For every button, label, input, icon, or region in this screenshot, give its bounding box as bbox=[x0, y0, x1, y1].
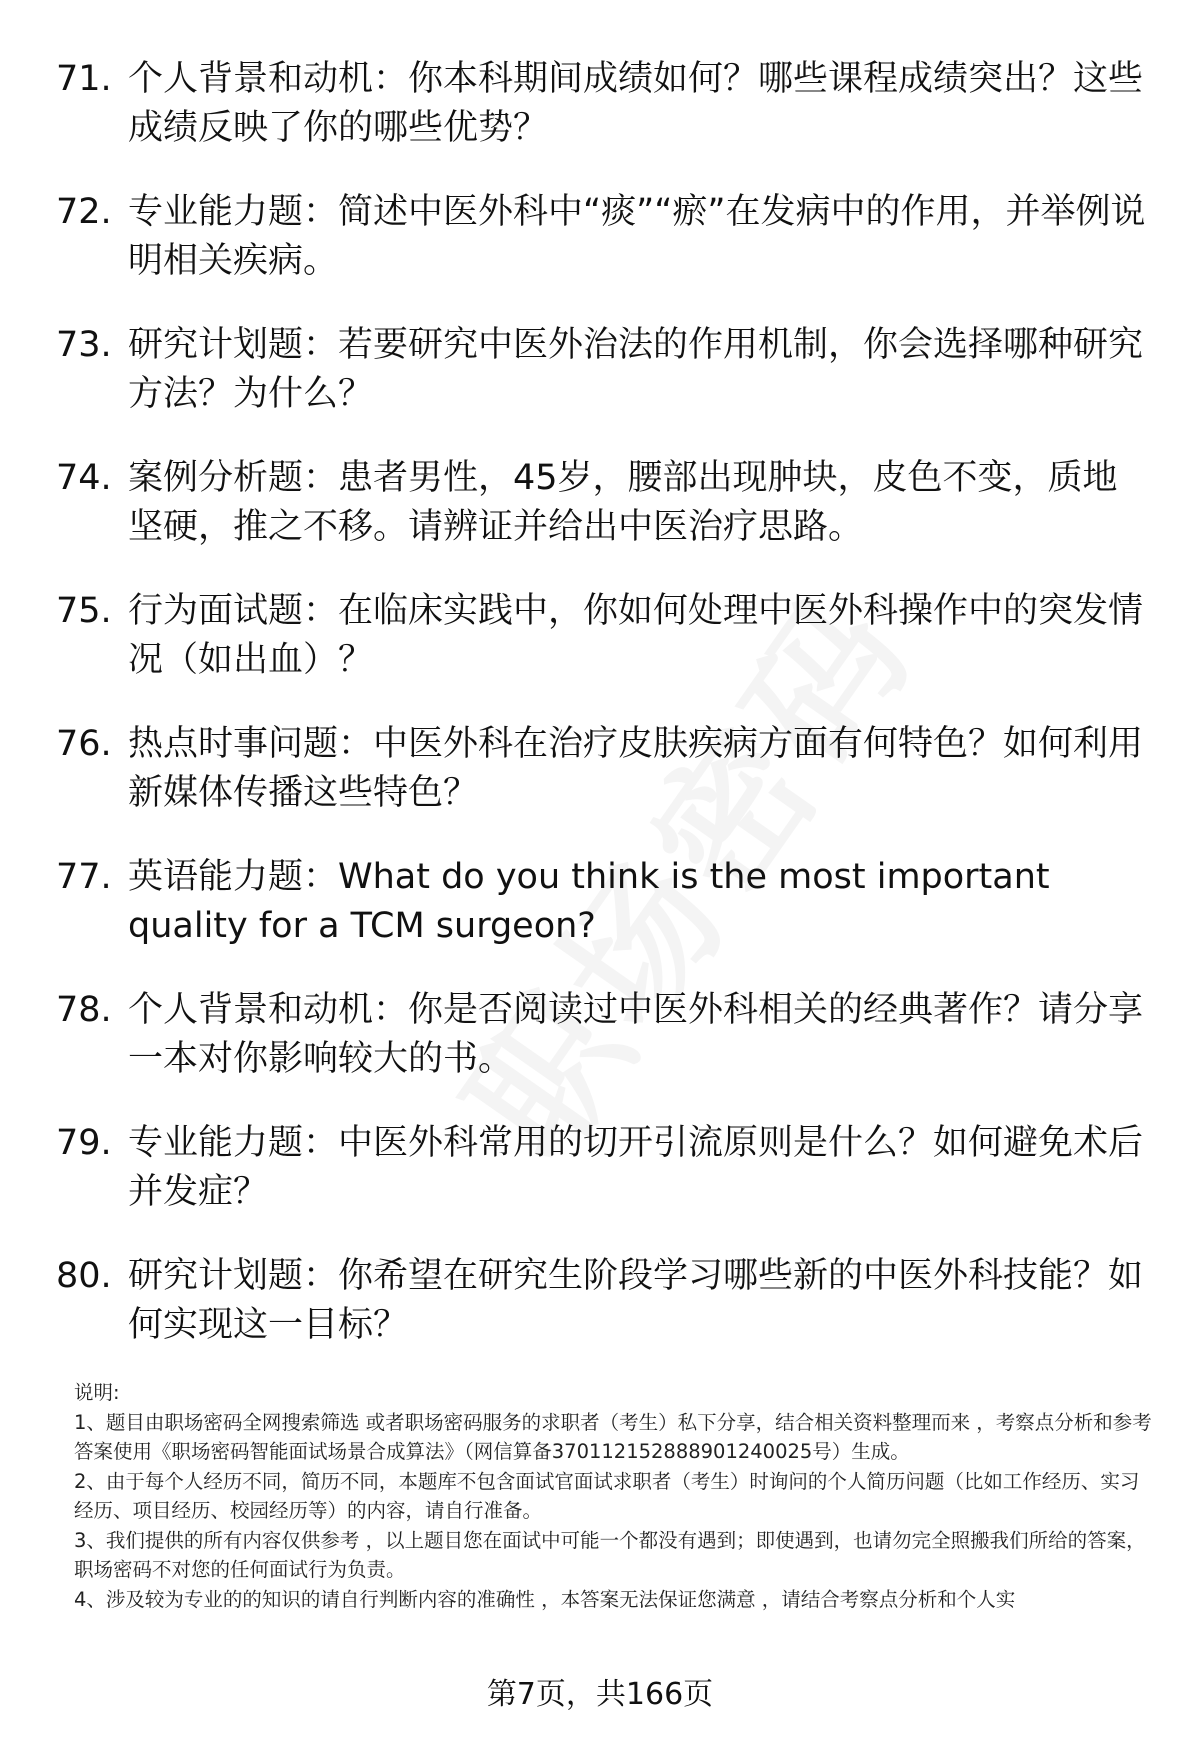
note-item: 2、由于每个人经历不同，简历不同，本题库不包含面试官面试求职者（考生）时询问的个人简历问题（比如工作经历、实习经历、项目经历、校园经历等）的内容，请自行准备。 bbox=[74, 1469, 1140, 1522]
question-item bbox=[56, 587, 1146, 685]
question-number: 74. bbox=[56, 458, 112, 498]
question-text: 个人背景和动机：你是否阅读过中医外科相关的经典著作？请分享一本对你影响较大的书。 bbox=[128, 990, 1144, 1079]
question-number: 77. bbox=[56, 857, 112, 897]
question-item bbox=[56, 1119, 1146, 1217]
note-item: 1、题目由职场密码全网搜索筛选 或者职场密码服务的求职者（考生）私下分享，结合相关资料整理而来 ，考察点分析和参考答案使用《职场密码智能面试场景合成算法》（网信算备370112152888901240025号）生成。 bbox=[74, 1410, 1152, 1463]
note-item: 3、我们提供的所有内容仅供参考 ，以上题目您在面试中可能一个都没有遇到；即使遇到，也请勿完全照搬我们所给的答案，职场密码不对您的任何面试行为负责。 bbox=[74, 1528, 1146, 1581]
question-list bbox=[56, 55, 1146, 1385]
question-item bbox=[56, 55, 1146, 153]
question-text: 案例分析题：患者男性，45岁，腰部出现肿块，皮色不变，质地坚硬，推之不移。请辨证并给出中医治疗思路。 bbox=[128, 458, 1118, 547]
question-item bbox=[56, 188, 1146, 286]
question-text: 行为面试题：在临床实践中，你如何处理中医外科操作中的突发情况（如出血）？ bbox=[128, 591, 1144, 680]
question-item bbox=[56, 454, 1146, 552]
notes-section bbox=[74, 1378, 1154, 1614]
question-number: 76. bbox=[56, 724, 112, 764]
question-text: 个人背景和动机：你本科期间成绩如何？哪些课程成绩突出？这些成绩反映了你的哪些优势？ bbox=[128, 59, 1144, 148]
notes-title: 说明: bbox=[74, 1381, 120, 1404]
question-item bbox=[56, 853, 1146, 951]
question-number: 71. bbox=[56, 59, 112, 99]
question-number: 72. bbox=[56, 192, 112, 232]
question-item bbox=[56, 720, 1146, 818]
question-text: 热点时事问题：中医外科在治疗皮肤疾病方面有何特色？如何利用新媒体传播这些特色？ bbox=[128, 724, 1144, 813]
question-number: 79. bbox=[56, 1123, 112, 1163]
question-text: 研究计划题：你希望在研究生阶段学习哪些新的中医外科技能？如何实现这一目标？ bbox=[128, 1256, 1144, 1345]
question-item bbox=[56, 321, 1146, 419]
question-number: 80. bbox=[56, 1256, 112, 1296]
question-number: 73. bbox=[56, 325, 112, 365]
question-item bbox=[56, 986, 1146, 1084]
question-number: 78. bbox=[56, 990, 112, 1030]
question-number: 75. bbox=[56, 591, 112, 631]
note-item: 4、涉及较为专业的的知识的请自行判断内容的准确性 ，本答案无法保证您满意 ，请结合考察点分析和个人实 bbox=[74, 1587, 1016, 1611]
question-text: 专业能力题：中医外科常用的切开引流原则是什么？如何避免术后并发症？ bbox=[128, 1123, 1144, 1212]
question-item bbox=[56, 1252, 1146, 1350]
question-text: 专业能力题：简述中医外科中“痰”“瘀”在发病中的作用，并举例说明相关疾病。 bbox=[128, 192, 1146, 281]
question-text: 研究计划题：若要研究中医外治法的作用机制，你会选择哪种研究方法？为什么？ bbox=[128, 325, 1144, 414]
page-indicator: 第7页，共166页 bbox=[486, 1677, 714, 1712]
question-text: 英语能力题：What do you think is the most important quality for a TCM surgeon? bbox=[128, 857, 1050, 946]
